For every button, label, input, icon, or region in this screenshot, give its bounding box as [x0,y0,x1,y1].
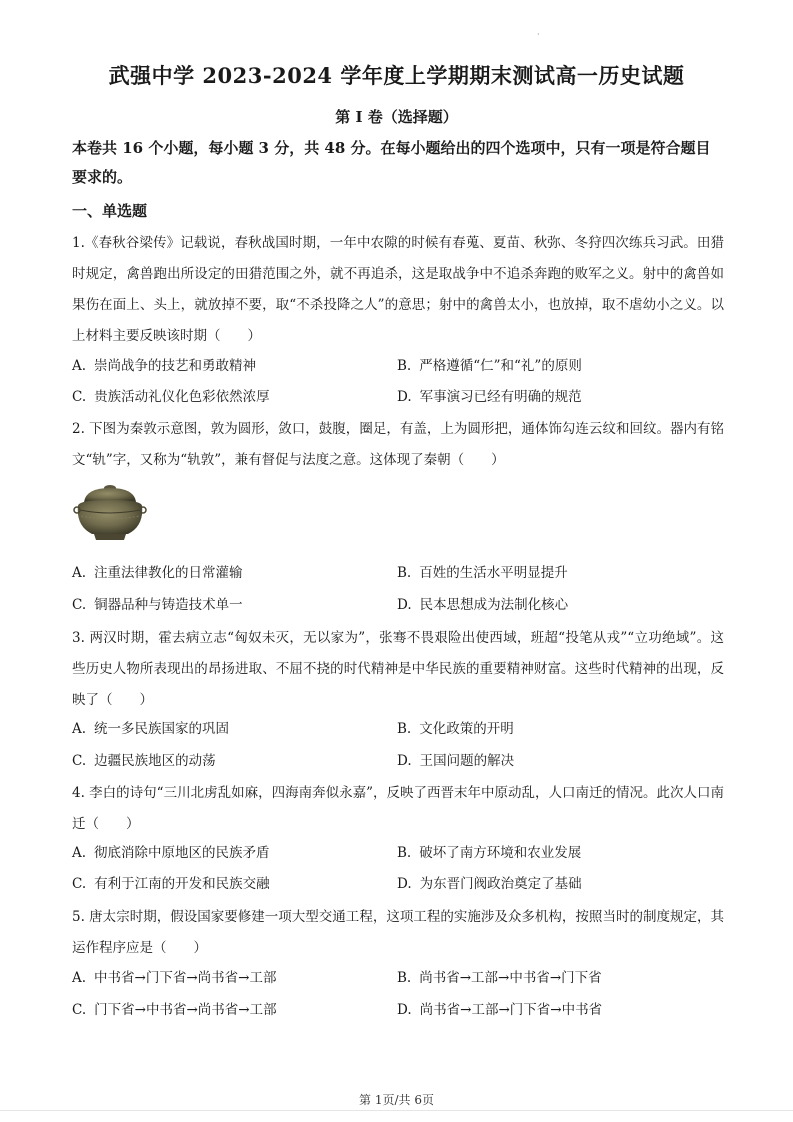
question-2-option-a[interactable]: A. 注重法律教化的日常灌输 [72,565,243,581]
question-1-option-b[interactable]: B. 严格遵循“仁”和“礼”的原则 [397,358,582,374]
question-5-option-d[interactable]: D. 尚书省→工部→门下省→中书省 [397,1002,603,1018]
page-footer: 第 1页/共 6页 [359,1093,434,1107]
question-5-option-c[interactable]: C. 门下省→中书省→尚书省→工部 [72,1002,277,1018]
bronze-dun-image [72,478,148,544]
question-4-option-b[interactable]: B. 破坏了南方环境和农业发展 [397,845,582,861]
section-heading: 一、单选题 [72,202,148,220]
question-2-option-b[interactable]: B. 百姓的生活水平明显提升 [397,565,568,581]
question-3-option-d[interactable]: D. 王国问题的解决 [397,753,515,769]
question-2-option-c[interactable]: C. 铜器品种与铸造技术单一 [72,597,243,613]
question-2-stem: 2. 下图为秦敦示意图，敦为圆形，敛口，鼓腹，圈足，有盖，上为圆形把，通体饰勾连云纹和回纹。器内有铭文“轨”字，又称为“轨敦”，兼有督促与法度之意。这体现了秦朝（ ） [72,421,724,468]
question-3-option-c[interactable]: C. 边疆民族地区的动荡 [72,753,216,769]
question-4-option-c[interactable]: C. 有利于江南的开发和民族交融 [72,876,270,892]
question-1-stem: 1.《春秋谷梁传》记载说，春秋战国时期，一年中农隙的时候有春蒐、夏苗、秋弥、冬狩四次练兵习武。田猎时规定，禽兽跑出所设定的田猎范围之外，就不再追杀，这是取战争中不追杀奔跑的败军之义。射中的禽兽如果伤在面上、头上，就放掉不要，取“不杀投降之人”的意思；射中的禽兽太小，也放掉，取不虐幼小之义。以上材料主要反映该时期（ ） [72,235,724,344]
question-5-stem: 5. 唐太宗时期，假设国家要修建一项大型交通工程，这项工程的实施涉及众多机构，按照当时的制度规定，其运作程序应是（ ） [72,909,724,956]
question-1-option-d[interactable]: D. 军事演习已经有明确的规范 [397,389,582,405]
question-3-option-b[interactable]: B. 文化政策的开明 [397,721,514,737]
instructions: 本卷共 16 个小题，每小题 3 分，共 48 分。在每小题给出的四个选项中，只有一项是符合题目要求的。 [72,139,711,186]
question-2-option-d[interactable]: D. 民本思想成为法制化核心 [397,597,569,613]
page-title: 武强中学 2023-2024 学年度上学期期末测试高一历史试题 [108,63,685,88]
question-4-option-d[interactable]: D. 为东晋门阀政治奠定了基础 [397,876,582,892]
question-1-option-c[interactable]: C. 贵族活动礼仪化色彩依然浓厚 [72,389,270,405]
question-5-option-b[interactable]: B. 尚书省→工部→中书省→门下省 [397,970,602,986]
question-1-option-a[interactable]: A. 崇尚战争的技艺和勇敢精神 [72,358,257,374]
question-4-option-a[interactable]: A. 彻底消除中原地区的民族矛盾 [72,845,270,861]
question-3-option-a[interactable]: A. 统一多民族国家的巩固 [72,721,230,737]
volume-title: 第 I 卷（选择题） [335,108,458,126]
question-3-stem: 3. 两汉时期，霍去病立志“匈奴未灭，无以家为”，张骞不畏艰险出使西域，班超“投笔从戎”“立功绝域”。这些历史人物所表现出的昂扬进取、不屈不挠的时代精神是中华民族的重要精神财富。这些时代精神的出现，反映了（ ） [72,630,724,708]
page-mark: · [537,30,540,39]
question-5-option-a[interactable]: A. 中书省→门下省→尚书省→工部 [72,970,277,986]
footer-divider [0,1110,793,1111]
question-4-stem: 4. 李白的诗句“三川北虏乱如麻，四海南奔似永嘉”，反映了西晋末年中原动乱，人口南迁的情况。此次人口南迁（ ） [72,785,724,832]
